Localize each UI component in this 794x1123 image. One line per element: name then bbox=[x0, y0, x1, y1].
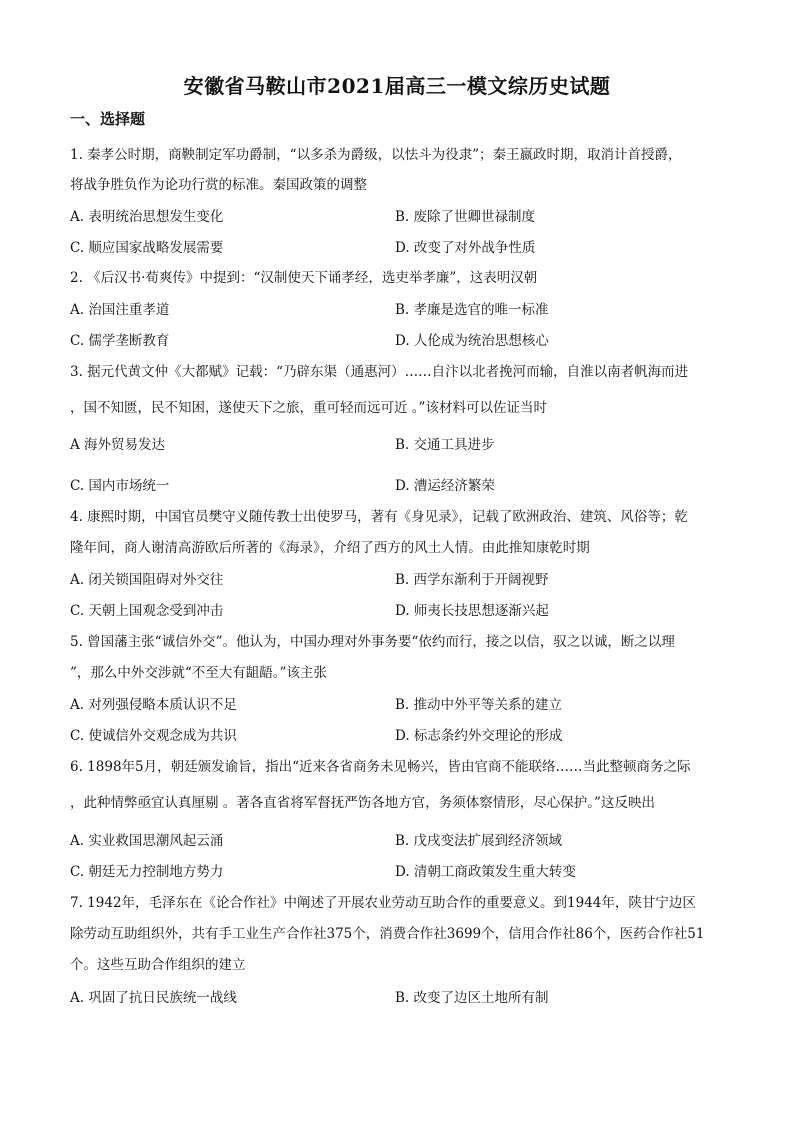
q3-option-d: D. 漕运经济繁荣 bbox=[395, 478, 495, 494]
q7-option-b: B. 改变了边区土地所有制 bbox=[395, 990, 549, 1006]
q1-stem-line-1: 1. 秦孝公时期，商鞅制定军功爵制，“以多杀为爵级，以怯斗为役隶”；秦王嬴政时期，取消计首授爵， bbox=[70, 147, 682, 163]
q7-stem-line-2: 除劳动互助组织外，共有手工业生产合作社375个，消费合作社3699个，信用合作社86个，医药合作社51 bbox=[70, 926, 705, 942]
q4-option-c: C. 天朝上国观念受到冲击 bbox=[70, 603, 224, 619]
q1-option-b: B. 废除了世卿世禄制度 bbox=[395, 209, 536, 225]
q1-option-c: C. 顺应国家战略发展需要 bbox=[70, 240, 224, 256]
q4-option-d: D. 师夷长技思想逐渐兴起 bbox=[395, 603, 549, 619]
q3-option-a: A 海外贸易发达 bbox=[70, 437, 166, 453]
q3-option-b: B. 交通工具进步 bbox=[395, 437, 495, 453]
q2-stem-line-1: 2. 《后汉书·荀爽传》中提到：“汉制使天下诵孝经，选吏举孝廉”，这表明汉朝 bbox=[70, 270, 538, 286]
q7-stem-line-1: 7. 1942年，毛泽东在《论合作社》中阐述了开展农业劳动互助合作的重要意义。到1944年，陕甘宁边区 bbox=[70, 895, 696, 911]
q4-stem-line-1: 4. 康熙时期，中国官员樊守义随传教士出使罗马，著有《身见录》，记载了欧洲政治、建筑、风俗等；乾 bbox=[70, 509, 688, 525]
section-heading: 一、选择题 bbox=[70, 110, 146, 128]
q1-option-a: A. 表明统治思想发生变化 bbox=[70, 209, 224, 225]
q7-option-a: A. 巩固了抗日民族统一战线 bbox=[70, 990, 237, 1006]
q5-stem-line-2: ”，那么中外交涉就“不至大有龃龉。”该主张 bbox=[70, 665, 327, 681]
q6-stem-line-2: ，此种情弊亟宜认真厘剔 。著各直省将军督抚严饬各地方官，务须体察情形，尽心保护。”这反映出 bbox=[70, 795, 655, 811]
q7-stem-line-3: 个。这些互助合作组织的建立 bbox=[70, 957, 246, 973]
q4-stem-line-2: 隆年间，商人谢清高游欧后所著的《海录》，介绍了西方的风土人情。由此推知康乾时期 bbox=[70, 540, 590, 556]
q5-option-c: C. 使诚信外交观念成为共识 bbox=[70, 728, 237, 744]
q6-option-c: C. 朝廷无力控制地方势力 bbox=[70, 864, 224, 880]
q3-option-c: C. 国内市场统一 bbox=[70, 478, 170, 494]
q2-option-a: A. 治国注重孝道 bbox=[70, 302, 170, 318]
q5-option-d: D. 标志条约外交理论的形成 bbox=[395, 728, 563, 744]
q4-option-b: B. 西学东渐利于开阔视野 bbox=[395, 572, 549, 588]
q6-stem-line-1: 6. 1898年5月，朝廷颁发谕旨，指出“近来各省商务未见畅兴，皆由官商不能联络……当此整顿商务之际 bbox=[70, 759, 691, 775]
q2-option-b: B. 孝廉是选官的唯一标准 bbox=[395, 302, 549, 318]
q5-option-b: B. 推动中外平等关系的建立 bbox=[395, 697, 563, 713]
q4-option-a: A. 闭关锁国阻碍对外交往 bbox=[70, 572, 224, 588]
q1-stem-line-2: 将战争胜负作为论功行赏的标准。秦国政策的调整 bbox=[70, 177, 367, 193]
q5-stem-line-1: 5. 曾国藩主张“诚信外交”。他认为，中国办理对外事务要“依约而行，接之以信，驭之以诚，断之以理 bbox=[70, 634, 675, 650]
q6-option-b: B. 戊戌变法扩展到经济领域 bbox=[395, 833, 563, 849]
q6-option-d: D. 清朝工商政策发生重大转变 bbox=[395, 864, 576, 880]
q2-option-c: C. 儒学垄断教育 bbox=[70, 333, 170, 349]
exam-title: 安徽省马鞍山市2021届高三一模文综历史试题 bbox=[183, 74, 611, 98]
q5-option-a: A. 对列强侵略本质认识不足 bbox=[70, 697, 237, 713]
q3-stem-line-1: 3. 据元代黄文仲《大都赋》记载：“乃辟东渠（通惠河）……自汴以北者挽河而输，自淮以南者帆海而进 bbox=[70, 364, 689, 380]
q6-option-a: A. 实业救国思潮风起云涌 bbox=[70, 833, 224, 849]
q1-option-d: D. 改变了对外战争性质 bbox=[395, 240, 536, 256]
q3-stem-line-2: ，国不知匮，民不知困，遂使天下之旅，重可轻而远可近 。”该材料可以佐证当时 bbox=[70, 400, 547, 416]
q2-option-d: D. 人伦成为统治思想核心 bbox=[395, 333, 549, 349]
